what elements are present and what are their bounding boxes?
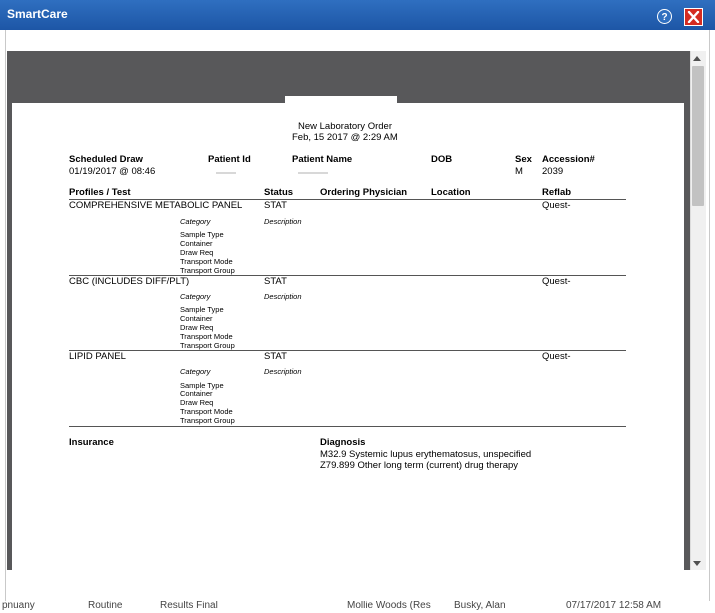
test-reflab: Quest-: [542, 276, 571, 287]
background-cell: Mollie Woods (Res: [347, 601, 431, 611]
description-label: Description: [264, 217, 302, 226]
test-status: STAT: [264, 276, 287, 287]
transport-mode-label: Transport Mode: [180, 257, 233, 266]
category-label: Category: [180, 367, 211, 376]
background-cell: Routine: [88, 601, 123, 611]
diagnosis-item: M32.9 Systemic lupus erythematosus, unspecified: [320, 449, 532, 460]
location-header: Location: [431, 187, 471, 198]
sex-header: Sex: [515, 154, 532, 165]
status-header: Status: [264, 187, 294, 198]
category-label: Category: [180, 217, 211, 226]
window-titlebar: [0, 0, 715, 30]
diagnosis-item: Z79.899 Other long term (current) drug therapy: [320, 460, 519, 471]
transport-mode-label: Transport Mode: [180, 332, 233, 341]
help-icon[interactable]: ?: [657, 9, 672, 24]
transport-group-label: Transport Group: [180, 416, 235, 425]
draw-req-label: Draw Req: [180, 398, 214, 407]
close-icon[interactable]: [684, 8, 703, 26]
test-name: LIPID PANEL: [69, 351, 126, 362]
container-label: Container: [180, 389, 213, 398]
draw-req-label: Draw Req: [180, 248, 214, 257]
dob-header: DOB: [431, 154, 453, 165]
scroll-thumb[interactable]: [692, 66, 704, 206]
background-cell: 07/17/2017 12:58 AM: [566, 601, 662, 611]
ordering-physician-header: Ordering Physician: [320, 187, 408, 198]
background-cell: pnuany: [2, 601, 35, 611]
container-label: Container: [180, 314, 213, 323]
scroll-up-icon[interactable]: [693, 56, 701, 61]
insurance-label: Insurance: [69, 437, 114, 448]
sample-type-label: Sample Type: [180, 381, 224, 390]
test-status: STAT: [264, 351, 287, 362]
scheduled-draw-header: Scheduled Draw: [69, 154, 143, 165]
sample-type-label: Sample Type: [180, 230, 224, 239]
window-title: SmartCare: [7, 7, 68, 21]
patient-name-header: Patient Name: [292, 154, 353, 165]
background-cell: Busky, Alan: [454, 601, 506, 611]
test-reflab: Quest-: [542, 200, 571, 211]
accession-value: 2039: [542, 166, 564, 177]
row-divider: [69, 426, 626, 427]
reflab-header: Reflab: [542, 187, 572, 198]
diagnosis-label: Diagnosis: [320, 437, 366, 448]
test-reflab: Quest-: [542, 351, 571, 362]
report-page-tab: [285, 96, 397, 104]
test-name: CBC (INCLUDES DIFF/PLT): [69, 276, 190, 287]
transport-group-label: Transport Group: [180, 266, 235, 275]
container-label: Container: [180, 239, 213, 248]
patient-id-header: Patient Id: [208, 154, 251, 165]
transport-group-label: Transport Group: [180, 341, 235, 350]
description-label: Description: [264, 292, 302, 301]
accession-header: Accession#: [542, 154, 595, 165]
category-label: Category: [180, 292, 211, 301]
scroll-down-icon[interactable]: [693, 561, 701, 566]
scheduled-draw-value: 01/19/2017 @ 08:46: [69, 166, 156, 177]
redacted-patient-id: [216, 172, 236, 174]
sex-value: M: [515, 166, 523, 177]
test-name: COMPREHENSIVE METABOLIC PANEL: [69, 200, 243, 211]
background-list-row: [0, 601, 715, 613]
background-cell: Results Final: [160, 601, 218, 611]
transport-mode-label: Transport Mode: [180, 407, 233, 416]
redacted-patient-name: [298, 172, 328, 174]
report-date: Feb, 15 2017 @ 2:29 AM: [292, 132, 398, 143]
profiles-header: Profiles / Test: [69, 187, 131, 198]
sample-type-label: Sample Type: [180, 305, 224, 314]
report-title: New Laboratory Order: [298, 121, 392, 132]
draw-req-label: Draw Req: [180, 323, 214, 332]
test-status: STAT: [264, 200, 287, 211]
description-label: Description: [264, 367, 302, 376]
